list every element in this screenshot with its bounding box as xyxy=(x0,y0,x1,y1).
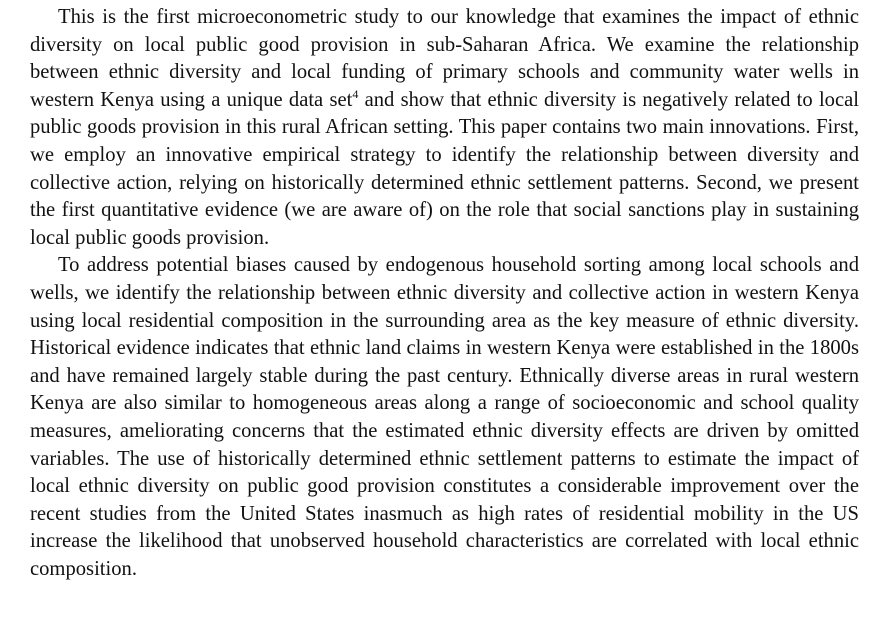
paragraph-1-text-end: and show that ethnic diversity is negatively related to local public goods provision in this rural African setting. This paper contains two main innovations. First, we employ an innovative empirical strategy to identify the relationship between diversity and collective action, relying on historically determined ethnic settlement patterns. Second, we present the first quantitative evidence (we are aware of) on the role that social sanctions play in sustaining local public goods provision. xyxy=(30,88,859,249)
footnote-marker: 4 xyxy=(352,86,359,101)
paragraph-1-text-start: This is the first microeconometric study to our knowledge that examines the impact of ethnic diversity on local public good provision in sub-Saharan Africa. We examine the relationship between ethnic diversity and local funding of primary schools and community water wells in western Kenya using a unique data set xyxy=(30,6,859,111)
paragraph-identification-strategy: To address potential biases caused by endogenous household sorting among local schools and wells, we identify the relationship between ethnic diversity and collective action in western Kenya using local residential composition in the surrounding area as the key measure of ethnic diversity. Historical evidence indicates that ethnic land claims in western Kenya were established in the 1800s and have remained largely stable during the past century. Ethnically diverse areas in rural western Kenya are also similar to homogeneous areas along a range of socioeconomic and school quality measures, ameliorating concerns that the estimated ethnic diversity effects are driven by omitted variables. The use of historically determined ethnic settlement patterns to estimate the impact of local ethnic diversity on public good provision constitutes a considerable improvement over the recent studies from the United States inasmuch as high rates of residential mobility in the US increase the likelihood that unobserved household characteristics are correlated with local ethnic composition. xyxy=(30,254,859,580)
paragraph-introduction xyxy=(30,4,859,252)
